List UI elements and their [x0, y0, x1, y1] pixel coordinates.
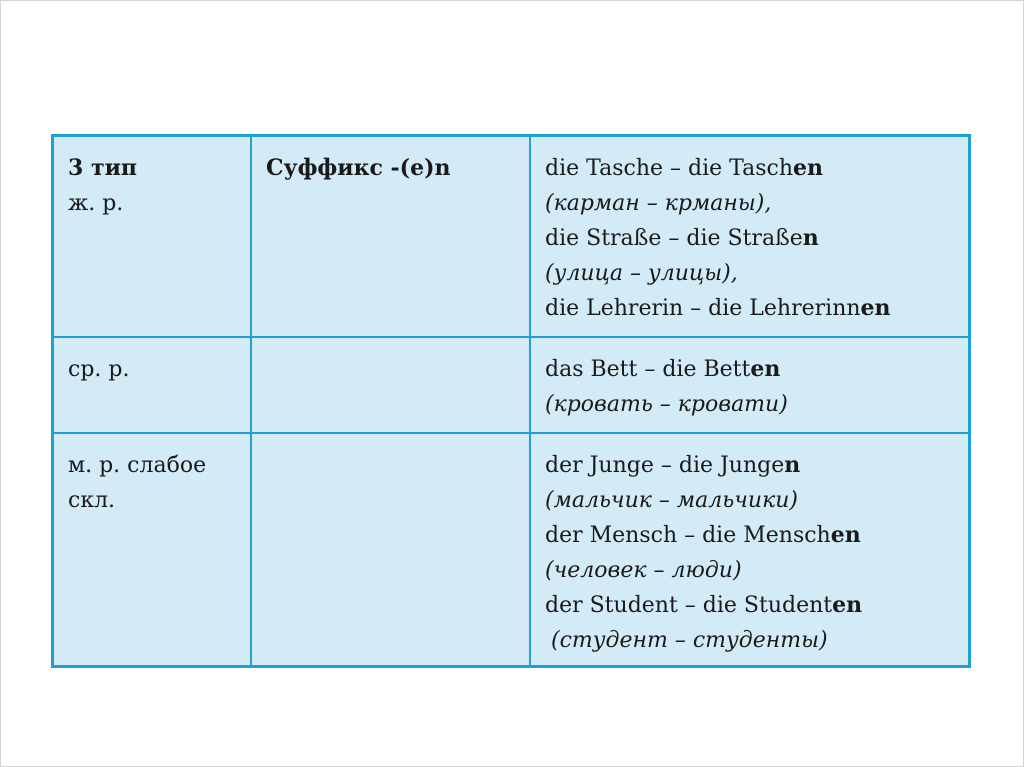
examples-cell [530, 137, 968, 337]
declension-table [51, 134, 971, 668]
type-label: 3 тип [68, 155, 138, 181]
examples-cell [530, 337, 968, 433]
gender-label: м. р. слабое [68, 453, 207, 478]
gender-label: ср. р. [68, 357, 130, 382]
declension-table-grid [54, 137, 968, 668]
example-translation: (мальчик – мальчики) [545, 488, 798, 513]
gender-label: ж. р. [68, 191, 124, 216]
example-pair: der Junge – die Jungen [545, 452, 801, 478]
example-pair: der Mensch – die Menschen [545, 522, 861, 548]
example-translation: (человек – люди) [545, 558, 742, 583]
example-translation: (улица – улицы), [545, 261, 738, 286]
plural-ending: en [860, 295, 891, 321]
suffix-cell [251, 433, 530, 668]
table-row [54, 137, 968, 337]
suffix-cell [251, 137, 530, 337]
example-translation: (студент – студенты) [551, 628, 828, 653]
examples-cell [530, 433, 968, 668]
table-row [54, 337, 968, 433]
gender-cell [54, 137, 251, 337]
plural-ending: en [832, 592, 863, 618]
plural-ending: n [784, 452, 801, 478]
plural-ending: en [793, 155, 823, 181]
gender-cell [54, 433, 251, 668]
plural-ending: n [802, 225, 819, 251]
suffix-label: Суффикс -(e)n [266, 155, 451, 181]
table-row [54, 433, 968, 668]
example-pair: die Tasche – die Taschen [545, 155, 823, 181]
plural-ending: en [750, 356, 781, 382]
example-pair: die Straße – die Straßen [545, 225, 819, 251]
example-pair: das Bett – die Betten [545, 356, 781, 382]
suffix-cell [251, 337, 530, 433]
plural-ending: en [830, 522, 861, 548]
gender-cell [54, 337, 251, 433]
example-pair: der Student – die Studenten [545, 592, 863, 618]
example-translation: (кровать – кровати) [545, 392, 788, 417]
gender-label-cont: скл. [68, 488, 116, 513]
example-pair: die Lehrerin – die Lehrerinnen [545, 295, 891, 321]
example-translation: (карман – крманы), [545, 191, 772, 216]
